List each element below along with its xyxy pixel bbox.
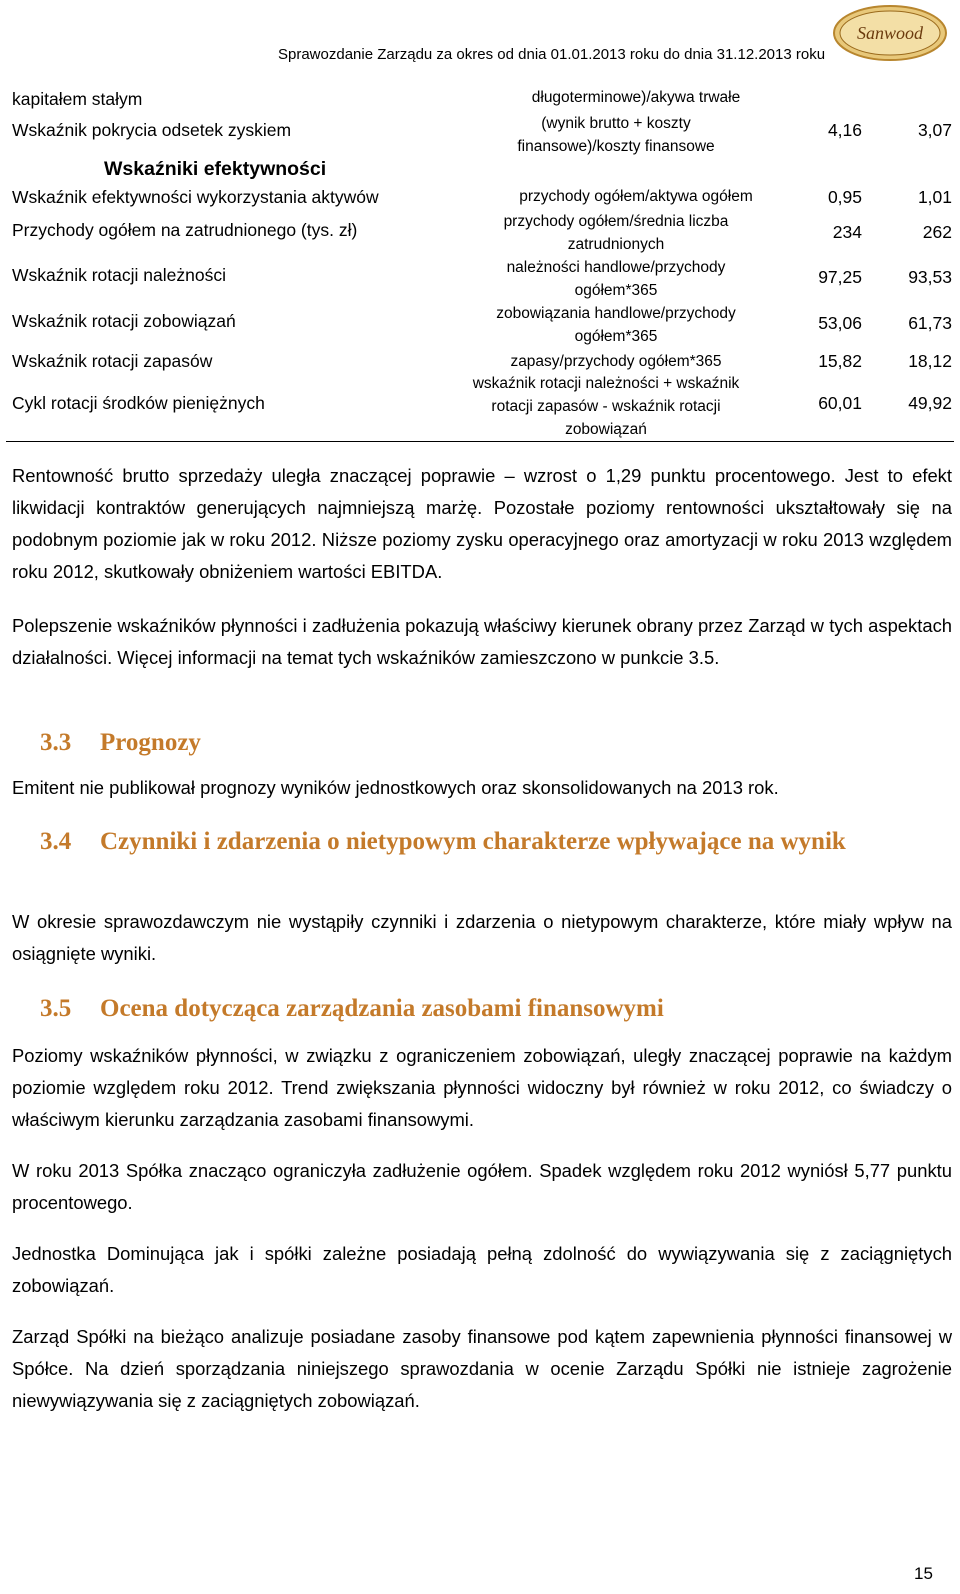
heading-number: 3.4 [40, 828, 72, 855]
company-logo [832, 4, 948, 62]
heading-number: 3.3 [40, 729, 72, 756]
page-number: 15 [914, 1564, 933, 1583]
row-name: Wskaźnik rotacji zapasów [12, 351, 213, 371]
paragraph: W roku 2013 Spółka znacząco ograniczyła zadłużenie ogółem. Spadek względem roku 2012 wyniósł 5,77 punktu procentowego. [12, 1160, 952, 1213]
logo-text: Sanwood [856, 23, 924, 43]
value-2012: 3,07 [917, 120, 952, 140]
value-2012: 93,53 [908, 267, 952, 287]
value-2012: 18,12 [908, 351, 952, 371]
heading-text: Ocena dotycząca zarządzania zasobami finansowymi [100, 995, 664, 1022]
row-formula: przychody ogółem/aktywa ogółem [519, 188, 753, 205]
row-formula: długoterminowe)/akywa trwałe [531, 89, 741, 106]
row-name: Wskaźnik pokrycia odsetek zyskiem [12, 120, 292, 140]
value-2013: 0,95 [827, 187, 862, 207]
value-2012: 49,92 [908, 393, 952, 413]
row-formula: wskaźnik rotacji należności + wskaźnik rotacji zapasów - wskaźnik rotacji zobowiązań [472, 375, 740, 438]
value-2013: 234 [832, 222, 862, 242]
value-2013: 60,01 [818, 393, 862, 413]
heading-3-3 [40, 725, 201, 761]
heading-3-5 [40, 991, 664, 1027]
heading-text: Czynniki i zdarzenia o nietypowym charakterze wpływające na wynik [100, 828, 846, 855]
paragraph: Rentowność brutto sprzedaży uległa znaczącej poprawie – wzrost o 1,29 punktu procentowego. Jest to efekt likwidacji kontraktów generujących najmniejszą marżę. Pozostałe poziomy rentowności ukształtowały się na podobnym poziomie jak w roku 2012. Niższe poziomy zysku operacyjnego oraz amortyzacji w roku 2013 względem roku 2012, skutkowały obniżeniem wartości EBITDA. [12, 465, 952, 582]
row-name: Wskaźnik efektywności wykorzystania aktywów [12, 187, 379, 207]
heading-text: Prognozy [100, 729, 201, 756]
paragraph: Polepszenie wskaźników płynności i zadłużenia pokazują właściwy kierunek obrany przez Zarząd w tych aspektach działalności. Więcej informacji na temat tych wskaźników zamieszczono w punkcie 3.5. [12, 615, 952, 668]
value-2012: 61,73 [908, 313, 952, 333]
row-name: Cykl rotacji środków pieniężnych [12, 393, 265, 413]
row-formula: (wynik brutto + koszty finansowe)/koszty finansowe [517, 115, 715, 155]
table-bottom-rule [6, 441, 954, 442]
row-formula: należności handlowe/przychody ogółem*365 [506, 259, 726, 299]
section-title: Wskaźniki efektywności [104, 158, 327, 180]
value-2013: 4,16 [827, 120, 862, 140]
row-formula: zapasy/przychody ogółem*365 [510, 353, 722, 370]
value-2013: 97,25 [818, 267, 862, 287]
value-2012: 262 [922, 222, 952, 242]
row-name: Wskaźnik rotacji zobowiązań [12, 311, 236, 331]
paragraph: Emitent nie publikował prognozy wyników jednostkowych oraz skonsolidowanych na 2013 rok. [12, 777, 779, 798]
row-name: Wskaźnik rotacji należności [12, 265, 226, 285]
value-2013: 53,06 [818, 313, 862, 333]
heading-3-4 [40, 824, 940, 860]
paragraph: Poziomy wskaźników płynności, w związku z ograniczeniem zobowiązań, uległy znaczącej poprawie na każdym poziomie względem roku 2012. Trend zwiększania płynności widoczny był również w roku 2012, co świadczy o właściwym kierunku zarządzania zasobami finansowymi. [12, 1045, 952, 1130]
row-name: Przychody ogółem na zatrudnionego (tys. zł) [12, 220, 358, 240]
row-formula: przychody ogółem/średnia liczba zatrudnionych [503, 213, 729, 253]
heading-number: 3.5 [40, 995, 72, 1022]
value-2012: 1,01 [917, 187, 952, 207]
value-2013: 15,82 [818, 351, 862, 371]
row-name: kapitałem stałym [12, 89, 143, 109]
paragraph: Jednostka Dominująca jak i spółki zależne posiadają pełną zdolność do wywiązywania się z zaciągniętych zobowiązań. [12, 1243, 952, 1296]
report-title: Sprawozdanie Zarządu za okres od dnia 01.01.2013 roku do dnia 31.12.2013 roku [278, 46, 826, 63]
paragraph: Zarząd Spółki na bieżąco analizuje posiadane zasoby finansowe pod kątem zapewnienia płynności finansowej w Spółce. Na dzień sporządzania niniejszego sprawozdania w ocenie Zarządu Spółki nie istnieje zagrożenie niewywiązywania się z zaciągniętych zobowiązań. [12, 1326, 952, 1411]
row-formula: zobowiązania handlowe/przychody ogółem*365 [496, 305, 736, 345]
paragraph: W okresie sprawozdawczym nie wystąpiły czynniki i zdarzenia o nietypowym charakterze, które miały wpływ na osiągnięte wyniki. [12, 911, 952, 964]
